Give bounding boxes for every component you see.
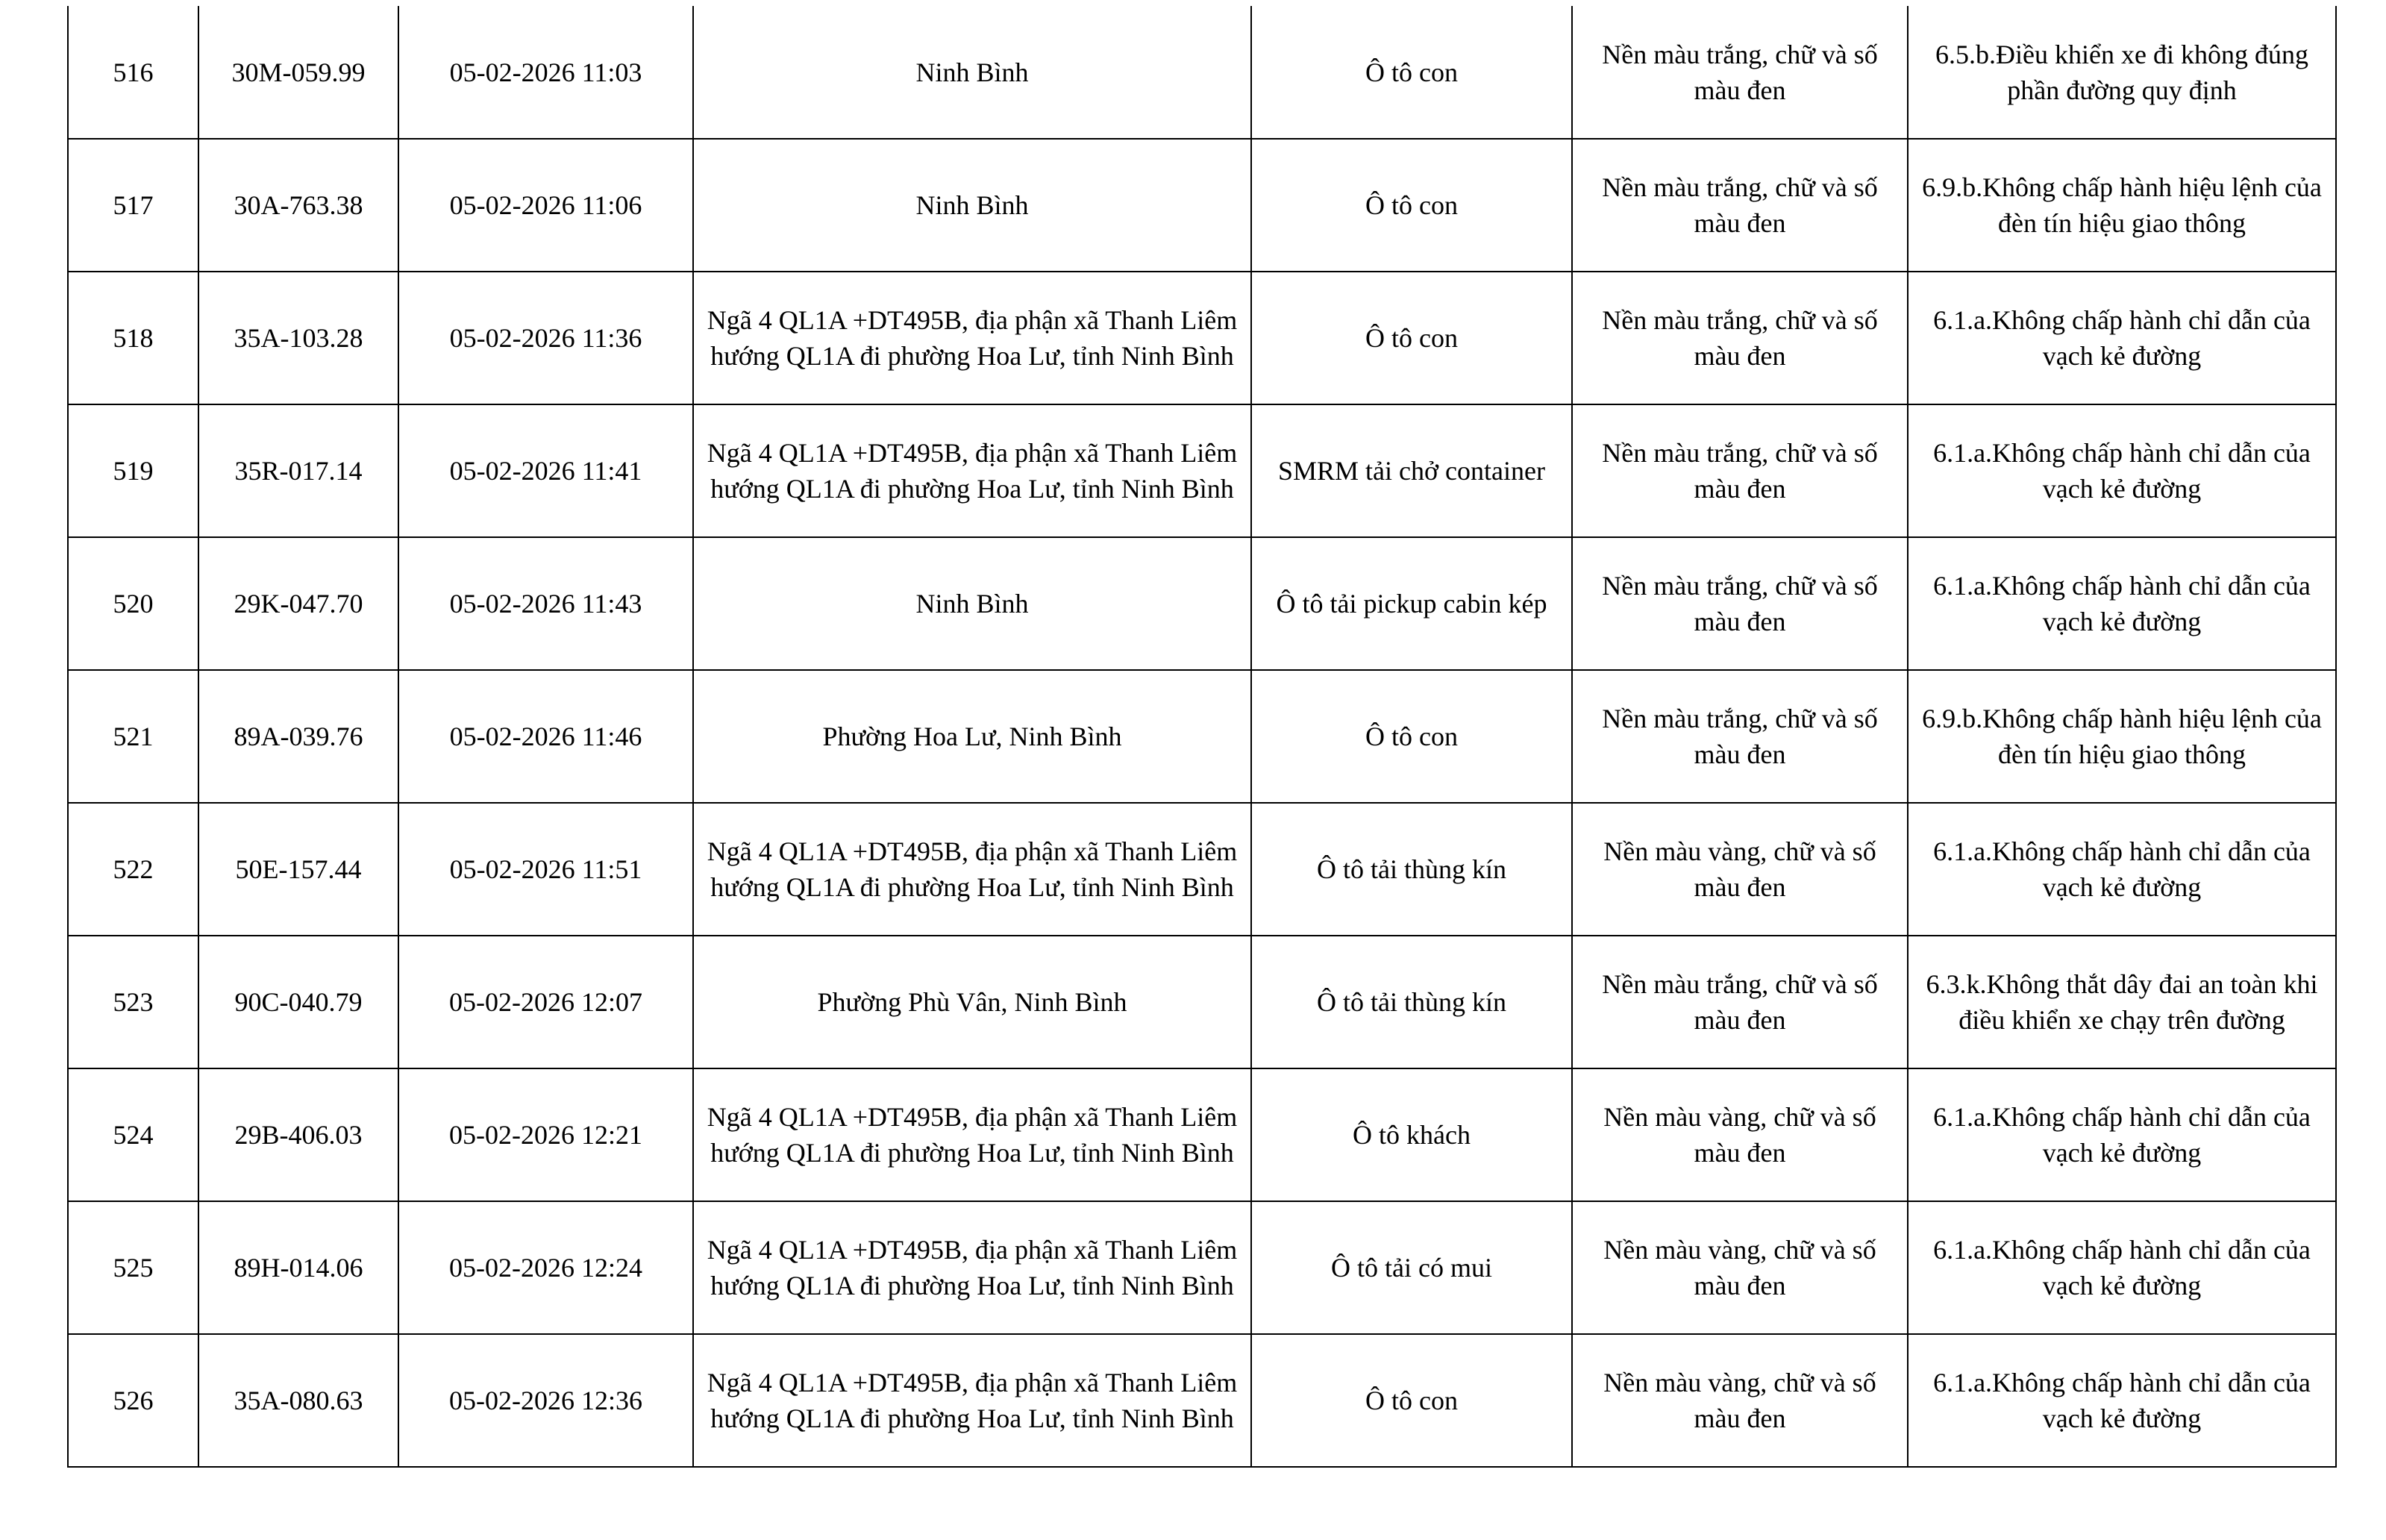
- row-number-cell: 525: [68, 1201, 198, 1334]
- vehicle-type-cell: SMRM tải chở container: [1251, 404, 1572, 537]
- violation-description-cell: 6.1.a.Không chấp hành chỉ dẫn của vạch kẻ đường: [1908, 1068, 2336, 1201]
- vehicle-type-cell: Ô tô tải thùng kín: [1251, 936, 1572, 1068]
- license-plate-cell: 30A-763.38: [198, 139, 398, 272]
- vehicle-type-cell: Ô tô con: [1251, 670, 1572, 803]
- violation-description-cell: 6.3.k.Không thắt dây đai an toàn khi điều khiển xe chạy trên đường: [1908, 936, 2336, 1068]
- violation-description-cell: 6.9.b.Không chấp hành hiệu lệnh của đèn tín hiệu giao thông: [1908, 139, 2336, 272]
- table-row: [68, 1068, 2336, 1201]
- violation-time-cell: 05-02-2026 11:03: [398, 6, 693, 139]
- violation-description-cell: 6.1.a.Không chấp hành chỉ dẫn của vạch kẻ đường: [1908, 803, 2336, 936]
- table-row: [68, 6, 2336, 139]
- license-plate-cell: 35A-080.63: [198, 1334, 398, 1467]
- vehicle-type-cell: Ô tô con: [1251, 139, 1572, 272]
- license-plate-cell: 29B-406.03: [198, 1068, 398, 1201]
- license-plate-cell: 89A-039.76: [198, 670, 398, 803]
- license-plate-cell: 30M-059.99: [198, 6, 398, 139]
- vehicle-type-cell: Ô tô con: [1251, 272, 1572, 404]
- violation-time-cell: 05-02-2026 11:41: [398, 404, 693, 537]
- license-plate-cell: 90C-040.79: [198, 936, 398, 1068]
- row-number-cell: 521: [68, 670, 198, 803]
- table-row: [68, 670, 2336, 803]
- violation-location-cell: Ninh Bình: [693, 6, 1251, 139]
- violation-location-cell: Ngã 4 QL1A +DT495B, địa phận xã Thanh Liêm hướng QL1A đi phường Hoa Lư, tỉnh Ninh Bình: [693, 272, 1251, 404]
- violation-description-cell: 6.1.a.Không chấp hành chỉ dẫn của vạch kẻ đường: [1908, 537, 2336, 670]
- violation-description-cell: 6.5.b.Điều khiển xe đi không đúng phần đường quy định: [1908, 6, 2336, 139]
- violation-time-cell: 05-02-2026 12:07: [398, 936, 693, 1068]
- row-number-cell: 526: [68, 1334, 198, 1467]
- violation-location-cell: Ngã 4 QL1A +DT495B, địa phận xã Thanh Liêm hướng QL1A đi phường Hoa Lư, tỉnh Ninh Bình: [693, 1068, 1251, 1201]
- plate-color-cell: Nền màu trắng, chữ và số màu đen: [1572, 272, 1908, 404]
- vehicle-type-cell: Ô tô khách: [1251, 1068, 1572, 1201]
- violation-time-cell: 05-02-2026 11:43: [398, 537, 693, 670]
- plate-color-cell: Nền màu trắng, chữ và số màu đen: [1572, 6, 1908, 139]
- violation-description-cell: 6.9.b.Không chấp hành hiệu lệnh của đèn tín hiệu giao thông: [1908, 670, 2336, 803]
- violation-location-cell: Ngã 4 QL1A +DT495B, địa phận xã Thanh Liêm hướng QL1A đi phường Hoa Lư, tỉnh Ninh Bình: [693, 1201, 1251, 1334]
- violation-time-cell: 05-02-2026 12:36: [398, 1334, 693, 1467]
- violation-location-cell: Ngã 4 QL1A +DT495B, địa phận xã Thanh Liêm hướng QL1A đi phường Hoa Lư, tỉnh Ninh Bình: [693, 404, 1251, 537]
- row-number-cell: 523: [68, 936, 198, 1068]
- violation-location-cell: Phường Phù Vân, Ninh Bình: [693, 936, 1251, 1068]
- row-number-cell: 518: [68, 272, 198, 404]
- violations-table: [67, 6, 2337, 1468]
- table-row: [68, 803, 2336, 936]
- license-plate-cell: 35R-017.14: [198, 404, 398, 537]
- table-row: [68, 139, 2336, 272]
- table-row: [68, 1201, 2336, 1334]
- row-number-cell: 516: [68, 6, 198, 139]
- license-plate-cell: 50E-157.44: [198, 803, 398, 936]
- plate-color-cell: Nền màu vàng, chữ và số màu đen: [1572, 803, 1908, 936]
- plate-color-cell: Nền màu trắng, chữ và số màu đen: [1572, 404, 1908, 537]
- plate-color-cell: Nền màu trắng, chữ và số màu đen: [1572, 139, 1908, 272]
- license-plate-cell: 35A-103.28: [198, 272, 398, 404]
- vehicle-type-cell: Ô tô tải có mui: [1251, 1201, 1572, 1334]
- row-number-cell: 520: [68, 537, 198, 670]
- table-row: [68, 936, 2336, 1068]
- table-row: [68, 537, 2336, 670]
- row-number-cell: 519: [68, 404, 198, 537]
- plate-color-cell: Nền màu trắng, chữ và số màu đen: [1572, 670, 1908, 803]
- license-plate-cell: 89H-014.06: [198, 1201, 398, 1334]
- violation-time-cell: 05-02-2026 12:21: [398, 1068, 693, 1201]
- plate-color-cell: Nền màu vàng, chữ và số màu đen: [1572, 1068, 1908, 1201]
- violation-description-cell: 6.1.a.Không chấp hành chỉ dẫn của vạch kẻ đường: [1908, 272, 2336, 404]
- plate-color-cell: Nền màu vàng, chữ và số màu đen: [1572, 1334, 1908, 1467]
- vehicle-type-cell: Ô tô tải pickup cabin kép: [1251, 537, 1572, 670]
- row-number-cell: 524: [68, 1068, 198, 1201]
- violation-description-cell: 6.1.a.Không chấp hành chỉ dẫn của vạch kẻ đường: [1908, 404, 2336, 537]
- table-row: [68, 272, 2336, 404]
- violation-time-cell: 05-02-2026 11:51: [398, 803, 693, 936]
- violation-time-cell: 05-02-2026 11:36: [398, 272, 693, 404]
- violation-description-cell: 6.1.a.Không chấp hành chỉ dẫn của vạch kẻ đường: [1908, 1334, 2336, 1467]
- violation-time-cell: 05-02-2026 12:24: [398, 1201, 693, 1334]
- plate-color-cell: Nền màu vàng, chữ và số màu đen: [1572, 1201, 1908, 1334]
- row-number-cell: 522: [68, 803, 198, 936]
- violation-location-cell: Ninh Bình: [693, 139, 1251, 272]
- row-number-cell: 517: [68, 139, 198, 272]
- vehicle-type-cell: Ô tô con: [1251, 1334, 1572, 1467]
- vehicle-type-cell: Ô tô tải thùng kín: [1251, 803, 1572, 936]
- violation-time-cell: 05-02-2026 11:06: [398, 139, 693, 272]
- table-row: [68, 1334, 2336, 1467]
- violation-location-cell: Ngã 4 QL1A +DT495B, địa phận xã Thanh Liêm hướng QL1A đi phường Hoa Lư, tỉnh Ninh Bình: [693, 1334, 1251, 1467]
- violation-time-cell: 05-02-2026 11:46: [398, 670, 693, 803]
- license-plate-cell: 29K-047.70: [198, 537, 398, 670]
- violation-description-cell: 6.1.a.Không chấp hành chỉ dẫn của vạch kẻ đường: [1908, 1201, 2336, 1334]
- violation-location-cell: Phường Hoa Lư, Ninh Bình: [693, 670, 1251, 803]
- vehicle-type-cell: Ô tô con: [1251, 6, 1572, 139]
- violation-location-cell: Ninh Bình: [693, 537, 1251, 670]
- violation-location-cell: Ngã 4 QL1A +DT495B, địa phận xã Thanh Liêm hướng QL1A đi phường Hoa Lư, tỉnh Ninh Bình: [693, 803, 1251, 936]
- table-row: [68, 404, 2336, 537]
- plate-color-cell: Nền màu trắng, chữ và số màu đen: [1572, 537, 1908, 670]
- plate-color-cell: Nền màu trắng, chữ và số màu đen: [1572, 936, 1908, 1068]
